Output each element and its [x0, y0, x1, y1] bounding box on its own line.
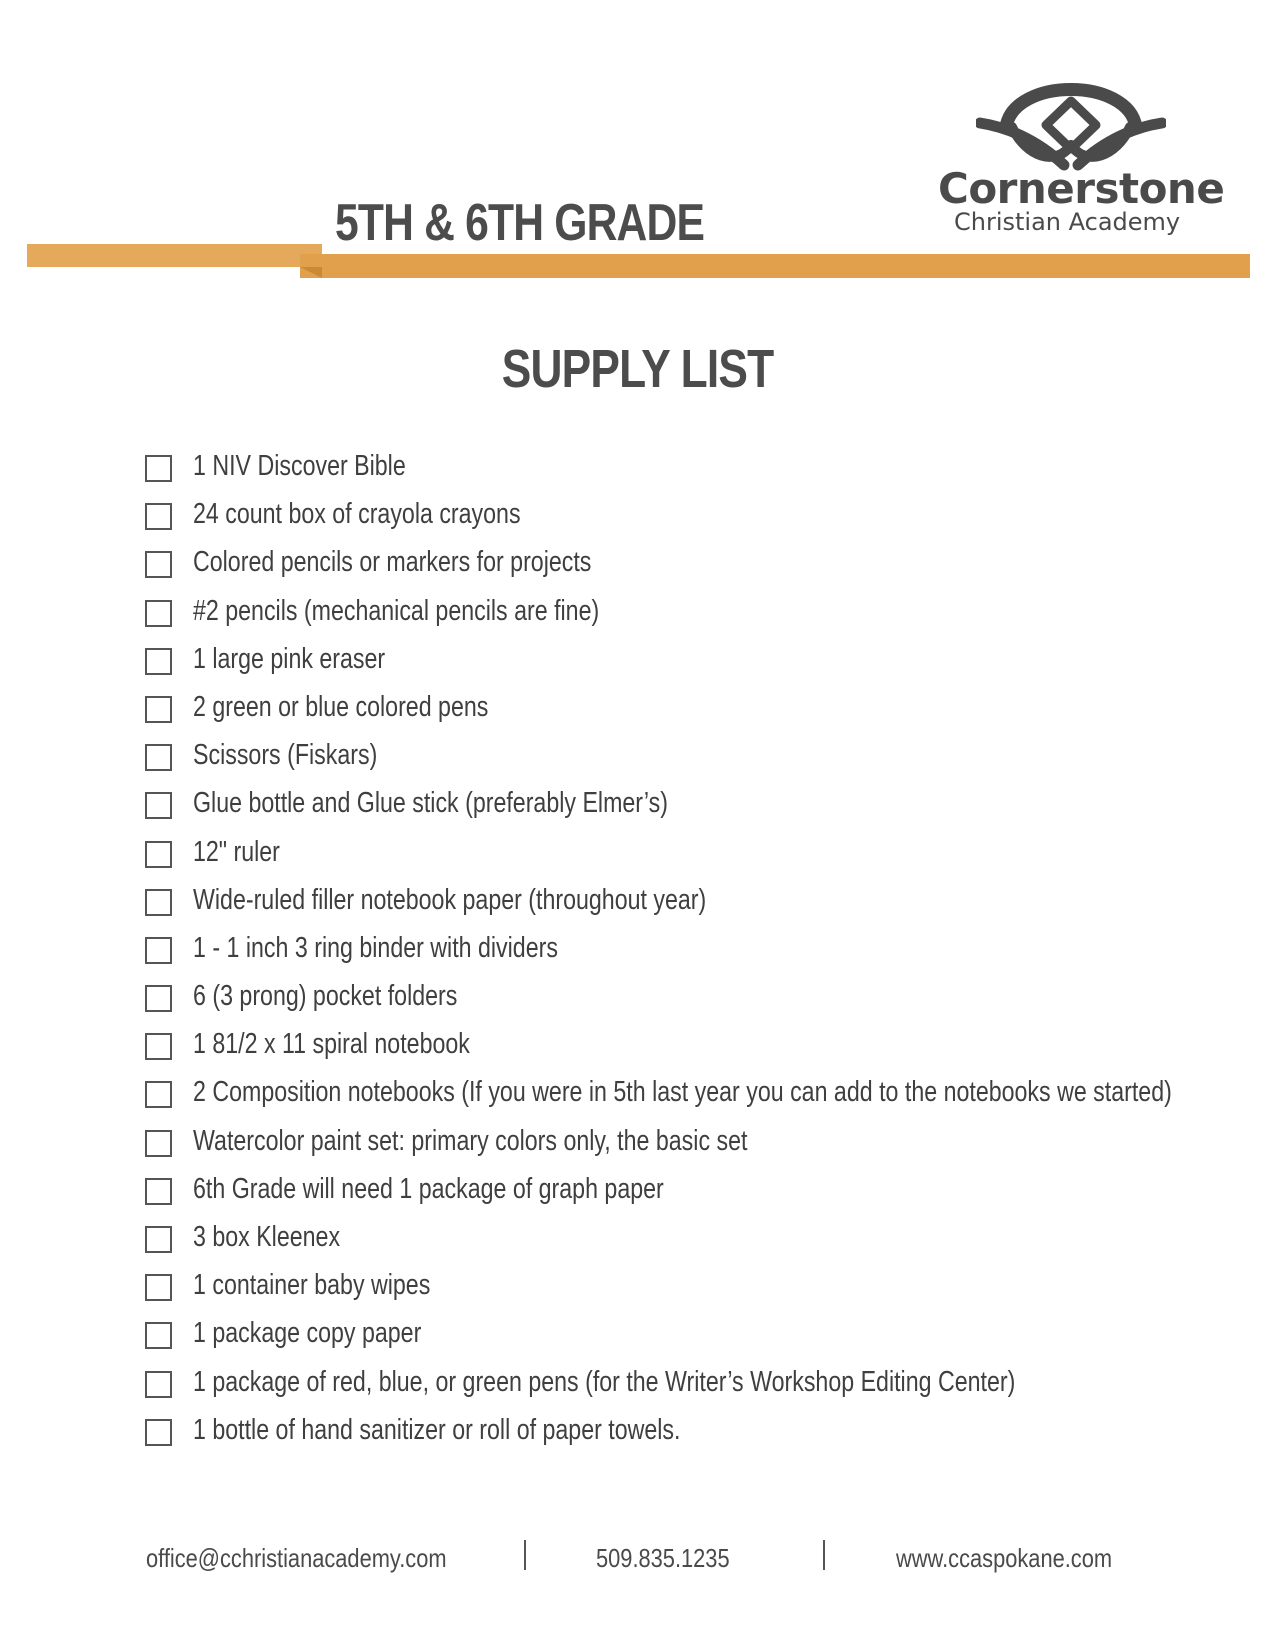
- checkbox[interactable]: [145, 1178, 172, 1205]
- checklist-item-label: Watercolor paint set: primary colors only, the basic set: [193, 1124, 748, 1157]
- footer-phone[interactable]: 509.835.1235: [596, 1543, 730, 1573]
- logo-name: Cornerstone: [938, 164, 1225, 213]
- checklist-item: [145, 498, 1255, 546]
- checkbox[interactable]: [145, 841, 172, 868]
- checkbox[interactable]: [145, 889, 172, 916]
- checklist-item: [145, 1366, 1255, 1414]
- checkbox[interactable]: [145, 503, 172, 530]
- checkbox[interactable]: [145, 985, 172, 1012]
- checklist-item: [145, 884, 1255, 932]
- footer-website[interactable]: www.ccaspokane.com: [896, 1543, 1113, 1573]
- checklist-item-label: 12" ruler: [193, 835, 280, 868]
- section-title-text: SUPPLY LIST: [501, 339, 774, 399]
- checklist-item-label: 1 package copy paper: [193, 1317, 422, 1350]
- checklist-item: [145, 836, 1255, 884]
- checklist-item: [145, 595, 1255, 643]
- checkbox[interactable]: [145, 744, 172, 771]
- checklist-item-label: 1 - 1 inch 3 ring binder with dividers: [193, 931, 558, 964]
- checklist-item: [145, 1269, 1255, 1317]
- checklist-item-label: 1 container baby wipes: [193, 1269, 431, 1302]
- supply-checklist: [145, 450, 1255, 1462]
- checklist-item-label: Scissors (Fiskars): [193, 739, 378, 772]
- checklist-item-label: #2 pencils (mechanical pencils are fine): [193, 594, 600, 627]
- checkbox[interactable]: [145, 455, 172, 482]
- checklist-item: [145, 1414, 1255, 1462]
- checklist-item: [145, 787, 1255, 835]
- checklist-item: [145, 691, 1255, 739]
- footer-separator: [524, 1540, 526, 1570]
- lotus-diamond-logo-icon: [976, 65, 1166, 175]
- checklist-item: [145, 643, 1255, 691]
- header-accent-band-left: [27, 244, 322, 267]
- checkbox[interactable]: [145, 1274, 172, 1301]
- checkbox[interactable]: [145, 1371, 172, 1398]
- section-title: [0, 338, 1275, 400]
- checklist-item-label: 1 NIV Discover Bible: [193, 450, 406, 482]
- checkbox[interactable]: [145, 1130, 172, 1157]
- header-band-fold: [300, 267, 322, 278]
- checklist-item-label: 2 Composition notebooks (If you were in 5th last year you can add to the notebooks we started): [193, 1076, 1172, 1109]
- checklist-item: [145, 450, 1255, 498]
- checkbox[interactable]: [145, 937, 172, 964]
- header-accent-band-right: [300, 254, 1250, 278]
- checklist-item-label: 3 box Kleenex: [193, 1221, 341, 1253]
- checklist-item: [145, 1221, 1255, 1269]
- checklist-item: [145, 1076, 1255, 1124]
- checklist-item: [145, 1125, 1255, 1173]
- checklist-item-label: 24 count box of crayola crayons: [193, 498, 521, 531]
- checkbox[interactable]: [145, 696, 172, 723]
- checklist-item-label: 1 package of red, blue, or green pens (for the Writer’s Workshop Editing Center): [193, 1365, 1016, 1398]
- checklist-item: [145, 1173, 1255, 1221]
- logo-subtitle: Christian Academy: [954, 208, 1181, 236]
- checklist-item: [145, 546, 1255, 594]
- checklist-item: [145, 1317, 1255, 1365]
- checklist-item-label: Wide-ruled filler notebook paper (throughout year): [193, 883, 707, 916]
- checkbox[interactable]: [145, 792, 172, 819]
- checklist-item-label: Glue bottle and Glue stick (preferably Elmer’s): [193, 787, 668, 820]
- footer-email[interactable]: office@cchristianacademy.com: [146, 1543, 447, 1573]
- checkbox[interactable]: [145, 1081, 172, 1108]
- school-logo: [930, 60, 1225, 240]
- checkbox[interactable]: [145, 1033, 172, 1060]
- checklist-item-label: 6 (3 prong) pocket folders: [193, 980, 458, 1013]
- checklist-item-label: 1 large pink eraser: [193, 642, 386, 675]
- checklist-item-label: 6th Grade will need 1 package of graph paper: [193, 1172, 664, 1205]
- checkbox[interactable]: [145, 1226, 172, 1253]
- checklist-item-label: 1 bottle of hand sanitizer or roll of paper towels.: [193, 1413, 681, 1446]
- checkbox[interactable]: [145, 648, 172, 675]
- checklist-item-label: 2 green or blue colored pens: [193, 690, 489, 723]
- checklist-item: [145, 980, 1255, 1028]
- checklist-item: [145, 1028, 1255, 1076]
- checkbox[interactable]: [145, 1322, 172, 1349]
- checklist-item: [145, 932, 1255, 980]
- checkbox[interactable]: [145, 600, 172, 627]
- checkbox[interactable]: [145, 1419, 172, 1446]
- footer-separator: [823, 1540, 825, 1570]
- checklist-item-label: Colored pencils or markers for projects: [193, 546, 592, 579]
- checklist-item-label: 1 81/2 x 11 spiral notebook: [193, 1028, 470, 1061]
- checkbox[interactable]: [145, 551, 172, 578]
- grade-title: 5TH & 6TH GRADE: [335, 194, 705, 252]
- checklist-item: [145, 739, 1255, 787]
